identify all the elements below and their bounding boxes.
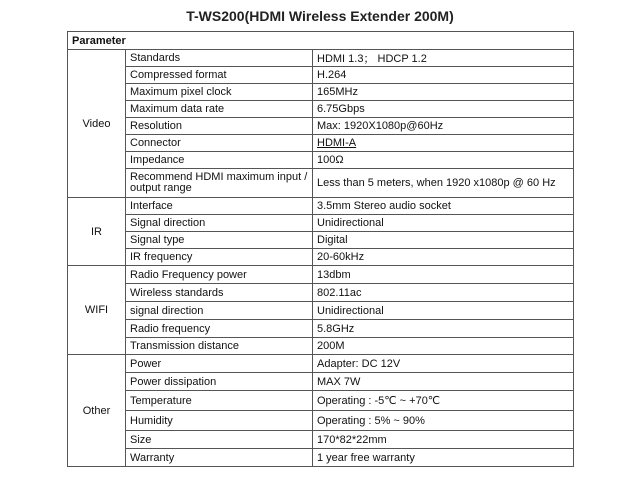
param-value: Unidirectional <box>313 302 574 320</box>
param-value: 802.11ac <box>313 284 574 302</box>
param-value: 5.8GHz <box>313 320 574 338</box>
table-header: Parameter <box>68 32 574 50</box>
param-name: Size <box>126 431 313 449</box>
param-name: signal direction <box>126 302 313 320</box>
param-value: Max: 1920X1080p@60Hz <box>313 118 574 135</box>
param-value: MAX 7W <box>313 373 574 391</box>
param-name: IR frequency <box>126 249 313 266</box>
param-value: 6.75Gbps <box>313 101 574 118</box>
param-name: Radio frequency <box>126 320 313 338</box>
param-name: Recommend HDMI maximum input / output range <box>126 169 313 198</box>
param-value: 1 year free warranty <box>313 449 574 467</box>
param-value: Adapter: DC 12V <box>313 355 574 373</box>
param-value <box>313 135 574 152</box>
param-name: Temperature <box>126 391 313 411</box>
param-name: Compressed format <box>126 67 313 84</box>
connector-value: HDMI-A <box>317 137 357 149</box>
category-ir: IR <box>68 198 126 266</box>
param-name: Warranty <box>126 449 313 467</box>
param-name: Interface <box>126 198 313 215</box>
param-name: Standards <box>126 50 313 67</box>
param-name: Signal direction <box>126 215 313 232</box>
param-name: Transmission distance <box>126 338 313 355</box>
category-video: Video <box>68 50 126 198</box>
param-name: Wireless standards <box>126 284 313 302</box>
param-value: 3.5mm Stereo audio socket <box>313 198 574 215</box>
param-name: Power <box>126 355 313 373</box>
category-wifi: WIFI <box>68 266 126 355</box>
spec-table <box>67 31 574 467</box>
param-name: Signal type <box>126 232 313 249</box>
category-other: Other <box>68 355 126 467</box>
param-value: H.264 <box>313 67 574 84</box>
param-name: Radio Frequency power <box>126 266 313 284</box>
param-value: Digital <box>313 232 574 249</box>
param-value: 170*82*22mm <box>313 431 574 449</box>
param-value: 20-60kHz <box>313 249 574 266</box>
param-value: 100Ω <box>313 152 574 169</box>
param-name: Power dissipation <box>126 373 313 391</box>
param-name: Connector <box>126 135 313 152</box>
param-value: Unidirectional <box>313 215 574 232</box>
param-value: Less than 5 meters, when 1920 x1080p @ 60 Hz <box>313 169 574 198</box>
param-value: Operating : -5℃ ~ +70℃ <box>313 391 574 411</box>
param-value: Operating : 5% ~ 90% <box>313 411 574 431</box>
param-value: HDMI 1.3； HDCP 1.2 <box>313 50 574 67</box>
param-value: 200M <box>313 338 574 355</box>
param-name: Impedance <box>126 152 313 169</box>
param-name: Resolution <box>126 118 313 135</box>
param-value: 13dbm <box>313 266 574 284</box>
param-name: Maximum pixel clock <box>126 84 313 101</box>
param-name: Humidity <box>126 411 313 431</box>
page-title: T-WS200(HDMI Wireless Extender 200M) <box>186 8 454 24</box>
param-name: Maximum data rate <box>126 101 313 118</box>
param-value: 165MHz <box>313 84 574 101</box>
